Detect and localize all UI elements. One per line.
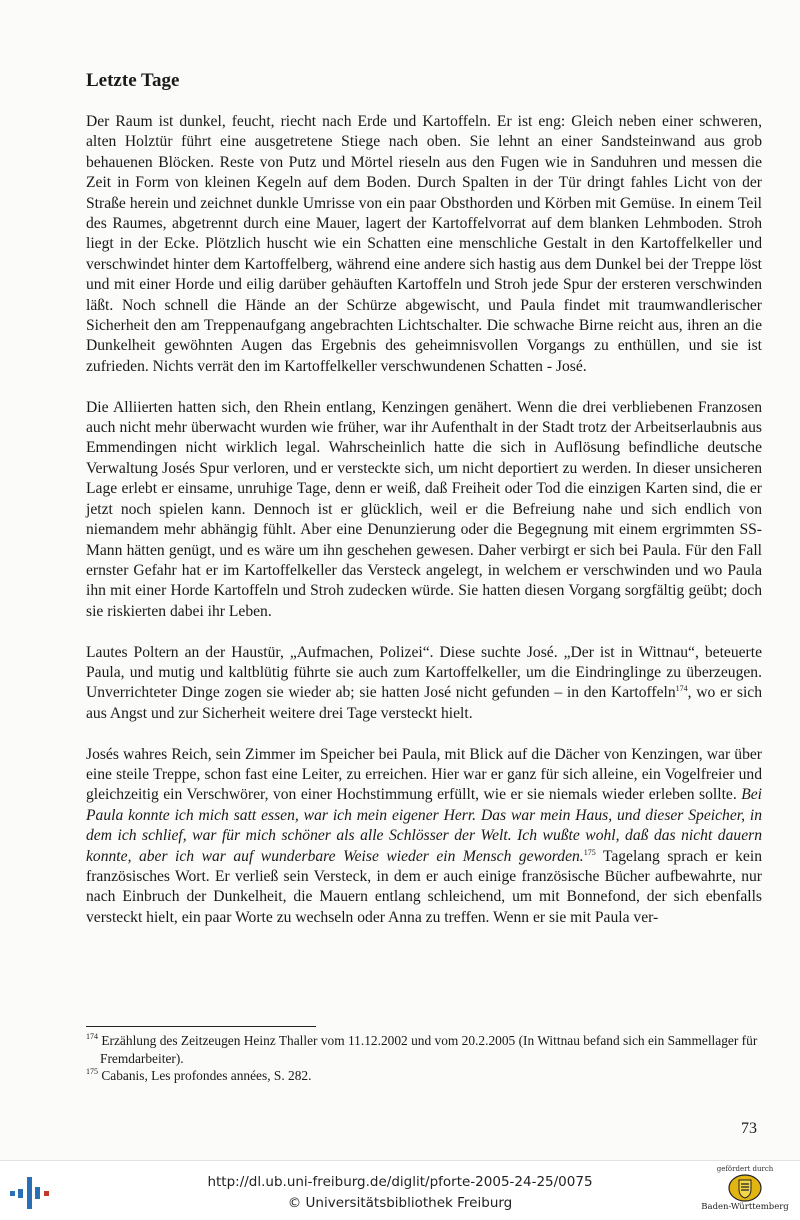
text-run: Josés wahres Reich, sein Zimmer im Speicher bei Paula, mit Blick auf die Dächer von Kenzingen, war über eine steile Treppe, schon fast eine Leiter, zu erreichen. Hier war er ganz für sich alleine, ein Vogelfreier und gleichzeitig ein Verschwörer, von einer Hochstimmung erfüllt, wie er sie niemals wieder erleben sollte. xyxy=(86,745,762,804)
sponsor-badge xyxy=(693,1165,797,1219)
sponsor-region: Baden-Württemberg xyxy=(701,1202,789,1212)
text-run: Lautes Poltern an der Haustür, „Aufmachen, Polizei“. Diese suchte José. „Der ist in Wittnau“, beteuerte Paula, und mutig und kaltblütig führte sie auch zum Kartoffelkeller, um die Eindringlinge zu überzeugen. Unverrichteter Dinge zogen sie wieder ab; sie hatten José nicht gefunden – in den Kartoffeln xyxy=(86,643,762,702)
footnote-reference: 174 xyxy=(675,684,688,694)
page-number: 73 xyxy=(741,1120,757,1137)
footnote-divider xyxy=(86,1026,316,1027)
footnote-number: 174 xyxy=(86,1032,98,1041)
text-run: Der Raum ist dunkel, feucht, riecht nach Erde und Kartoffeln. Er ist eng: Gleich neben einer schweren, alten Holztür führt eine ausgetretene Stiege nach oben. Sie lehnt an einer Sandsteinwand aus grob behauenen Blöcken. Reste von Putz und Mörtel rieseln aus den Fugen wie in Sanduhren und messen die Zeit in Form von kleinen Kegeln auf dem Boden. Durch Spalten in der Tür dringt fahles Licht von der Straße herein und zeichnet dunkle Umrisse von ein paar Obsthorden und Körben mit Gemüse. In einem Teil des Raumes, abgetrennt durch eine Mauer, lagert der Kartoffelvorrat auf dem blanken Lehmboden. Stroh liegt in der Ecke. Plötzlich huscht wie ein Schatten eine menschliche Gestalt in den Kartoffelkeller und verschwindet hinter dem Kartoffelberg, während eine andere sich hastig aus dem Dunkel bei der Treppe löst und mit einer Horde und eilig darüber gehäuften Kartoffeln und Stroh jede Spur der ersteren verschwinden läßt. Noch schnell die Hände an der Schürze abgewischt, und Paula findet mit traumwandlerischer Sicherheit den am Treppenaufgang angebrachten Lichtschalter. Die schwache Birne reicht aus, ihren an die Dunkelheit gewöhnten Augen das Ergebnis des geheimnisvollen Vorgangs zu enthüllen, und sie ist zufrieden. Nichts verrät den im Kartoffelkeller verschwundenen Schatten - José. xyxy=(86,113,762,375)
viewer-footer xyxy=(0,1160,800,1220)
text-run: , wo er sich aus Angst und zur Sicherheit weitere drei Tage versteckt hielt. xyxy=(86,684,762,722)
paragraph xyxy=(86,398,762,622)
footnote-reference: 175 xyxy=(583,847,596,857)
document-url[interactable]: http://dl.ub.uni-freiburg.de/diglit/pforte-2005-24-25/0075 xyxy=(207,1174,593,1190)
footnote-number: 175 xyxy=(86,1067,98,1077)
footnote-text: Erzählung des Zeitzeugen Heinz Thaller vom 11.12.2002 und vom 20.2.2005 (In Wittnau befand sich ein Sammellager für Fremdarbeiter). xyxy=(98,1033,758,1066)
footnote xyxy=(86,1067,762,1085)
text-run: Die Alliierten hatten sich, den Rhein entlang, Kenzingen genähert. Wenn die drei verbliebenen Franzosen auch nicht mehr überwacht wurden wie früher, war ihr Aufenthalt in der Stadt trotz der Arbeitserlaubnis aus Emmendingen nicht wirklich legal. Wahrscheinlich hatte die sich in Auflösung befindliche deutsche Verwaltung Josés Spur verloren, und er versteckte sich, um nicht deportiert zu werden. In dieser unsicheren Lage erlebt er einsame, unruhige Tage, denn er weiß, daß Freiheit oder Tod die einzigen Karten sind, die er jetzt noch spielen kann. Dennoch ist er glücklich, weil er die Befreiung nahe und sich endlich von niemandem mehr abhängig fühlt. Aber eine Denunzierung oder die Begegnung mit einem ergrimmten SS-Mann hätten genügt, und es wäre um ihn geschehen gewesen. Daher verbirgt er sich bei Paula. Für den Fall ernster Gefahr hat er im Kartoffelkeller das Versteck angelegt, in welchem er verschwinden und wo Paula ihn mit einer Horde Kartoffeln und Stroh zudecken würde. Sie hatten diesen Vorgang sorgfältig geübt; doch sie riskierten dabei ihr Leben. xyxy=(86,398,762,620)
body-text xyxy=(86,112,762,949)
footnote-text: Cabanis, Les profondes années, S. 282. xyxy=(98,1068,312,1084)
paragraph xyxy=(86,643,762,725)
footnote xyxy=(86,1032,762,1067)
footnotes xyxy=(86,1032,762,1085)
text-run: Tagelang sprach er kein französisches Wort. Er verließ sein Versteck, in dem er auch einige französische Bücher aufbewahrte, nur nach Einbruch der Dunkelheit, die Mauern entlang schleichend, um mit Bonnefond, der sich ebenfalls versteckt hielt, ein paar Worte zu wechseln oder Anna zu treffen. Wenn er sie mit Paula ver- xyxy=(86,847,762,926)
sponsor-line: gefördert durch xyxy=(716,1165,774,1173)
paragraph xyxy=(86,745,762,929)
chapter-title: Letzte Tage xyxy=(86,70,180,91)
copyright-notice: © Universitätsbibliothek Freiburg xyxy=(287,1195,513,1211)
coat-of-arms-icon xyxy=(728,1174,762,1202)
quotation-italic: Bei Paula konnte ich mich satt essen, war ich mein eigener Herr. Das war mein Haus, und dieser Speicher, in dem ich schlief, war für mich schöner als alle Schlösser der Welt. Ich wußte wohl, daß das nicht dauern konnte, aber ich war auf wunderbare Weise wieder ein Mensch geworden. xyxy=(86,786,762,865)
paragraph xyxy=(86,112,762,377)
